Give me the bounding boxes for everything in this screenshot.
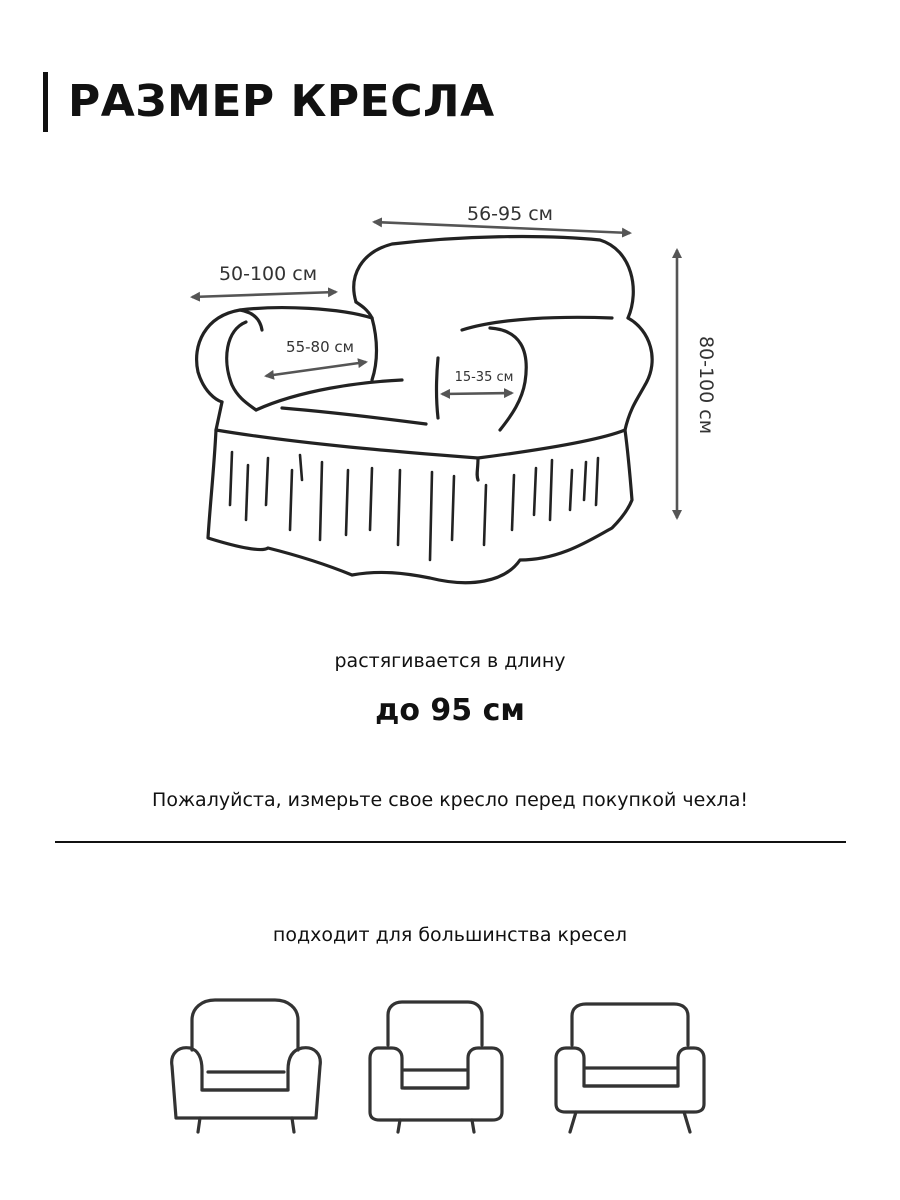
armrest-height-label: 15-35 см [454, 370, 514, 385]
page-title: РАЗМЕР КРЕСЛА [68, 76, 495, 127]
armchair-square-icon [370, 1002, 502, 1132]
measure-notice: Пожалуйста, измерьте свое кресло перед покупкой чехла! [152, 789, 748, 811]
seat-depth-label: 55-80 см [286, 338, 354, 356]
fits-label: подходит для большинства кресел [272, 924, 628, 946]
stretch-label: растягивается в длину [334, 650, 566, 672]
armchair-wide-icon [556, 1004, 704, 1132]
armrest-depth-label: 50-100 см [218, 263, 318, 285]
height-label: 80-100 см [695, 335, 717, 435]
armchair-rounded-icon [172, 1000, 321, 1132]
back-width-label: 56-95 см [466, 203, 554, 225]
stretch-value: до 95 см [375, 693, 525, 728]
